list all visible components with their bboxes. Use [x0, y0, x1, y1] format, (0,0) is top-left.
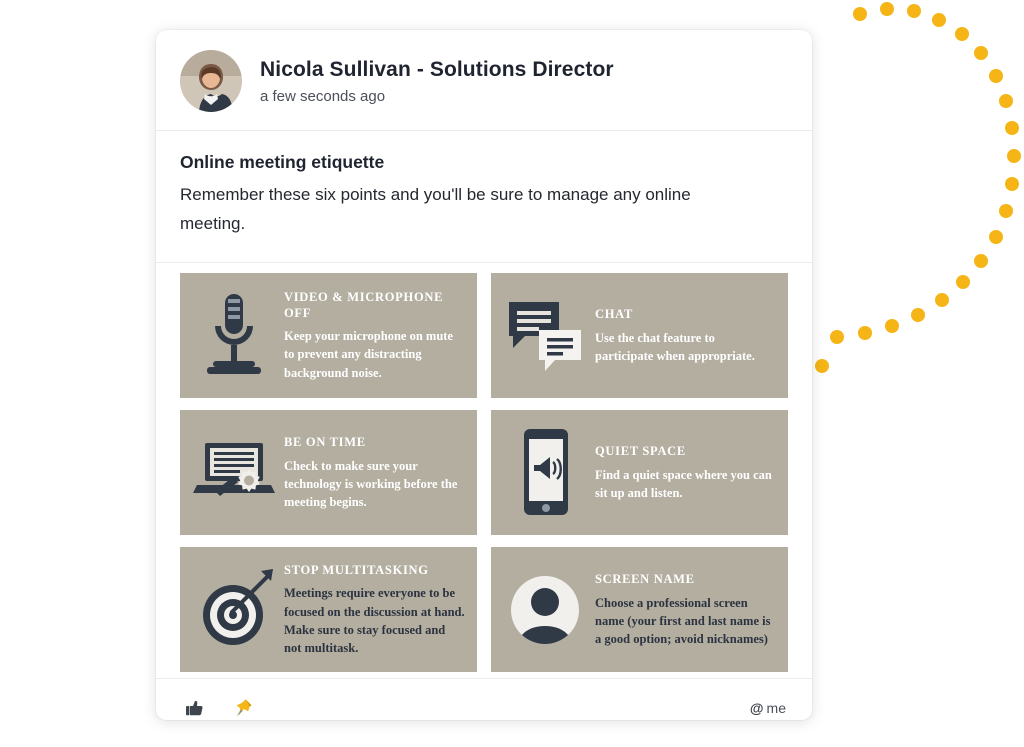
tile-copy: Find a quiet space where you can sit up and listen.: [595, 467, 772, 500]
tile-text: [591, 307, 776, 365]
mention-me[interactable]: [750, 700, 786, 716]
thumbs-up-icon[interactable]: [182, 695, 208, 720]
tile-copy: Meetings require everyone to be focused on the discussion at hand. Make sure to stay focused and not multitask.: [284, 586, 465, 655]
tile-heading: CHAT: [595, 306, 633, 321]
footer-actions: [182, 695, 256, 720]
laptop-gear-icon: [188, 420, 280, 525]
infographic-tile-stop-multitasking[interactable]: [180, 547, 477, 672]
post-text: Remember these six points and you'll be sure to manage any online meeting.: [180, 184, 691, 233]
post-card: [156, 30, 812, 720]
infographic: [156, 263, 812, 678]
person-silhouette-icon: [499, 557, 591, 662]
tile-text: [280, 435, 465, 511]
infographic-grid: [180, 273, 788, 672]
infographic-tile-be-on-time[interactable]: [180, 410, 477, 535]
tile-heading: VIDEO & MICROPHONE OFF: [284, 290, 444, 320]
chat-bubbles-icon: [499, 283, 591, 388]
tile-copy: Keep your microphone on mute to prevent any distracting background noise.: [284, 329, 453, 380]
tile-text: [280, 290, 465, 382]
post-footer: [156, 678, 812, 720]
infographic-tile-video-microphone-off[interactable]: [180, 273, 477, 398]
post-body: [156, 131, 812, 263]
mention-at-symbol: @: [749, 699, 764, 716]
pushpin-icon[interactable]: [230, 695, 256, 720]
tile-copy: Choose a professional screen name (your first and last name is a good option; avoid nicknames): [595, 595, 771, 646]
phone-megaphone-icon: [499, 420, 591, 525]
infographic-tile-chat[interactable]: [491, 273, 788, 398]
post-title: Online meeting etiquette: [180, 152, 385, 172]
tile-heading: SCREEN NAME: [595, 571, 695, 586]
tile-heading: STOP MULTITASKING: [284, 562, 429, 577]
tile-text: [591, 572, 776, 648]
target-dart-icon: [188, 557, 280, 662]
post-header: [156, 30, 812, 131]
mention-label: me: [766, 699, 786, 716]
author-name: Nicola Sullivan - Solutions Director: [260, 57, 614, 81]
avatar[interactable]: [180, 50, 242, 112]
author-block: [260, 57, 614, 105]
tile-heading: QUIET SPACE: [595, 443, 686, 458]
tile-copy: Use the chat feature to participate when appropriate.: [595, 330, 755, 363]
post-timestamp: a few seconds ago: [260, 88, 386, 106]
tile-text: [280, 563, 465, 657]
microphone-icon: [188, 283, 280, 388]
tile-heading: BE ON TIME: [284, 434, 366, 449]
tile-text: [591, 444, 776, 502]
infographic-tile-screen-name[interactable]: [491, 547, 788, 672]
tile-copy: Check to make sure your technology is working before the meeting begins.: [284, 458, 458, 509]
infographic-tile-quiet-space[interactable]: [491, 410, 788, 535]
